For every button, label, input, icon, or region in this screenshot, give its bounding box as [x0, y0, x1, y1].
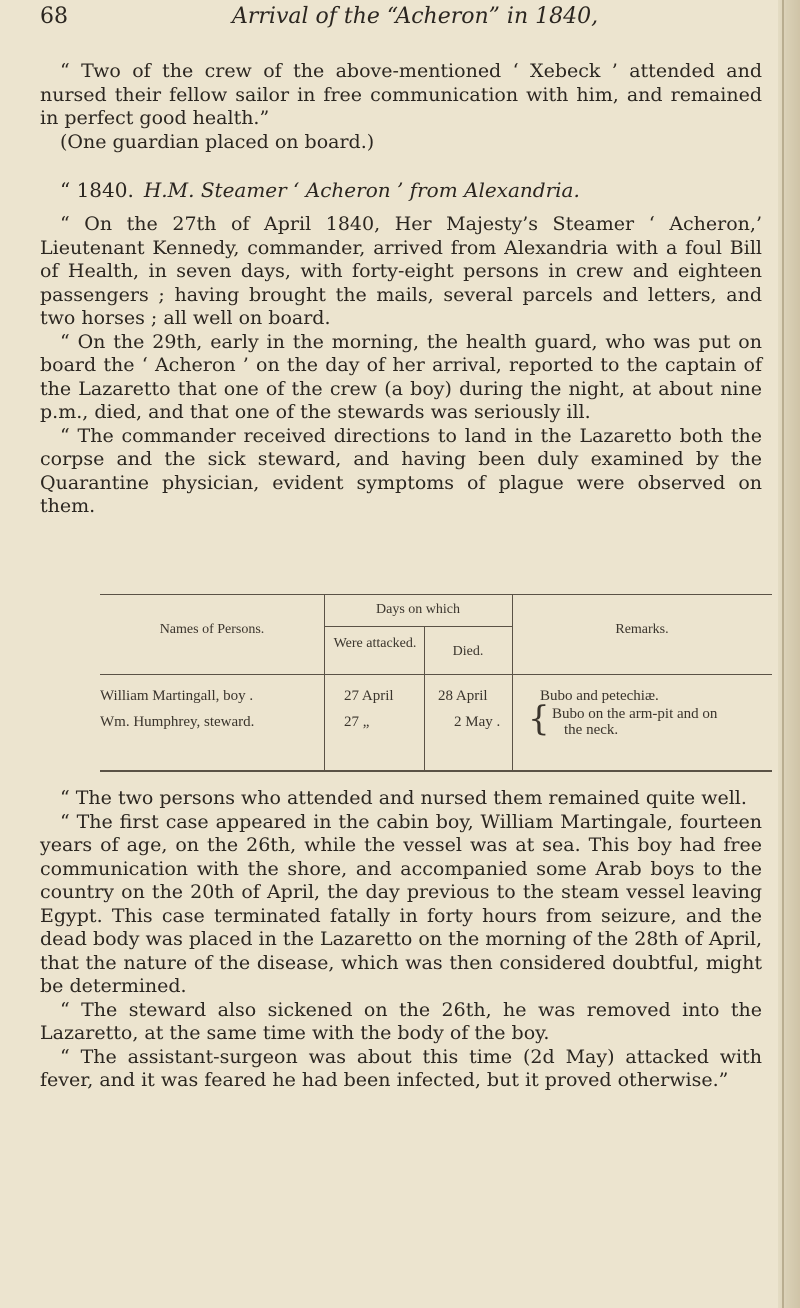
- paragraph: “ The commander received directions to land in the Lazaretto both the corpse and the sick steward, and having been duly examined by the Quarantine physician, evident symptoms of plague were observed on them.: [40, 424, 762, 517]
- row-attacked: 27 April: [344, 688, 394, 704]
- paragraph: “ On the 27th of April 1840, Her Majesty’s Steamer ‘ Acheron,’ Lieutenant Kennedy, commander, arrived from Alexandria with a foul Bill of Health, in seven days, with forty-eight persons in crew and eighteen passengers ; having brought the mails, several parcels and letters, and two horses ; all well on board.: [40, 213, 762, 329]
- acheron-report: [40, 213, 762, 519]
- heading-year: “ 1840.: [60, 178, 134, 202]
- heading-title: H.M. Steamer ‘ Acheron ’ from Alexandria.: [143, 178, 580, 202]
- row-remarks: Bubo on the arm-pit and on: [552, 706, 718, 722]
- table-rule-days: [324, 626, 512, 627]
- intro-paragraphs: [40, 60, 762, 154]
- table-col-divider: [512, 594, 513, 772]
- table-rule-header: [100, 674, 772, 675]
- row-remarks: Bubo and petechiæ.: [540, 688, 659, 704]
- brace-glyph: {: [528, 699, 550, 739]
- page-edge-line: [782, 0, 784, 1308]
- case-narrative: [40, 787, 762, 1093]
- page-number: 68: [40, 4, 68, 29]
- running-title: Arrival of the “Acheron” in 1840,: [232, 4, 599, 29]
- header-days: Days on which: [376, 602, 460, 617]
- row-remarks: the neck.: [564, 722, 619, 738]
- row-name: Wm. Humphrey, steward.: [100, 714, 255, 730]
- paragraph: “ The first case appeared in the cabin boy, William Martingale, fourteen years of age, on the 26th, while the vessel was at sea. This boy had free communication with the shore, and accompanied some Arab boys to the country on the 20th of April, the day previous to the steam vessel leaving Egypt. This case terminated fatally in forty hours from seizure, and the dead body was placed in the Lazaretto on the morning of the 28th of April, that the nature of the disease, which was then considered doubtful, might be determined.: [40, 810, 762, 997]
- table-rule-bottom: [100, 770, 772, 772]
- header-names: Names of Persons.: [159, 622, 265, 637]
- row-name: William Martingall, boy .: [100, 688, 254, 704]
- paragraph: “ The assistant-surgeon was about this time (2d May) attacked with fever, and it was feared he had been infected, but it proved otherwise.”: [40, 1045, 762, 1091]
- header-died: Died.: [452, 644, 484, 659]
- paragraph: “ Two of the crew of the above-mentioned ‘ Xebeck ’ attended and nursed their fellow sailor in free communication with him, and remained in perfect good health.”: [40, 60, 762, 129]
- section-heading: [40, 178, 762, 202]
- row-died: 2 May .: [454, 714, 501, 730]
- paragraph: (One guardian placed on board.): [60, 130, 375, 153]
- paragraph: “ The steward also sickened on the 26th, he was removed into the Lazaretto, at the same time with the body of the boy.: [40, 998, 762, 1044]
- table-col-divider: [324, 594, 325, 772]
- cases-table: [100, 594, 772, 772]
- table-rule-top: [100, 594, 772, 595]
- paragraph: “ On the 29th, early in the morning, the health guard, who was put on board the ‘ Acheron ’ on the day of her arrival, reported to the captain of the Lazaretto that one of the crew (a boy) during the night, at about nine p.m., died, and that one of the stewards was seriously ill.: [40, 330, 762, 423]
- row-died: 28 April: [438, 688, 488, 704]
- header-attacked: Were attacked.: [333, 636, 417, 651]
- page-header: [40, 4, 760, 36]
- row-attacked: 27 „: [344, 714, 370, 730]
- header-remarks: Remarks.: [615, 622, 669, 637]
- paragraph: “ The two persons who attended and nursed them remained quite well.: [60, 787, 747, 809]
